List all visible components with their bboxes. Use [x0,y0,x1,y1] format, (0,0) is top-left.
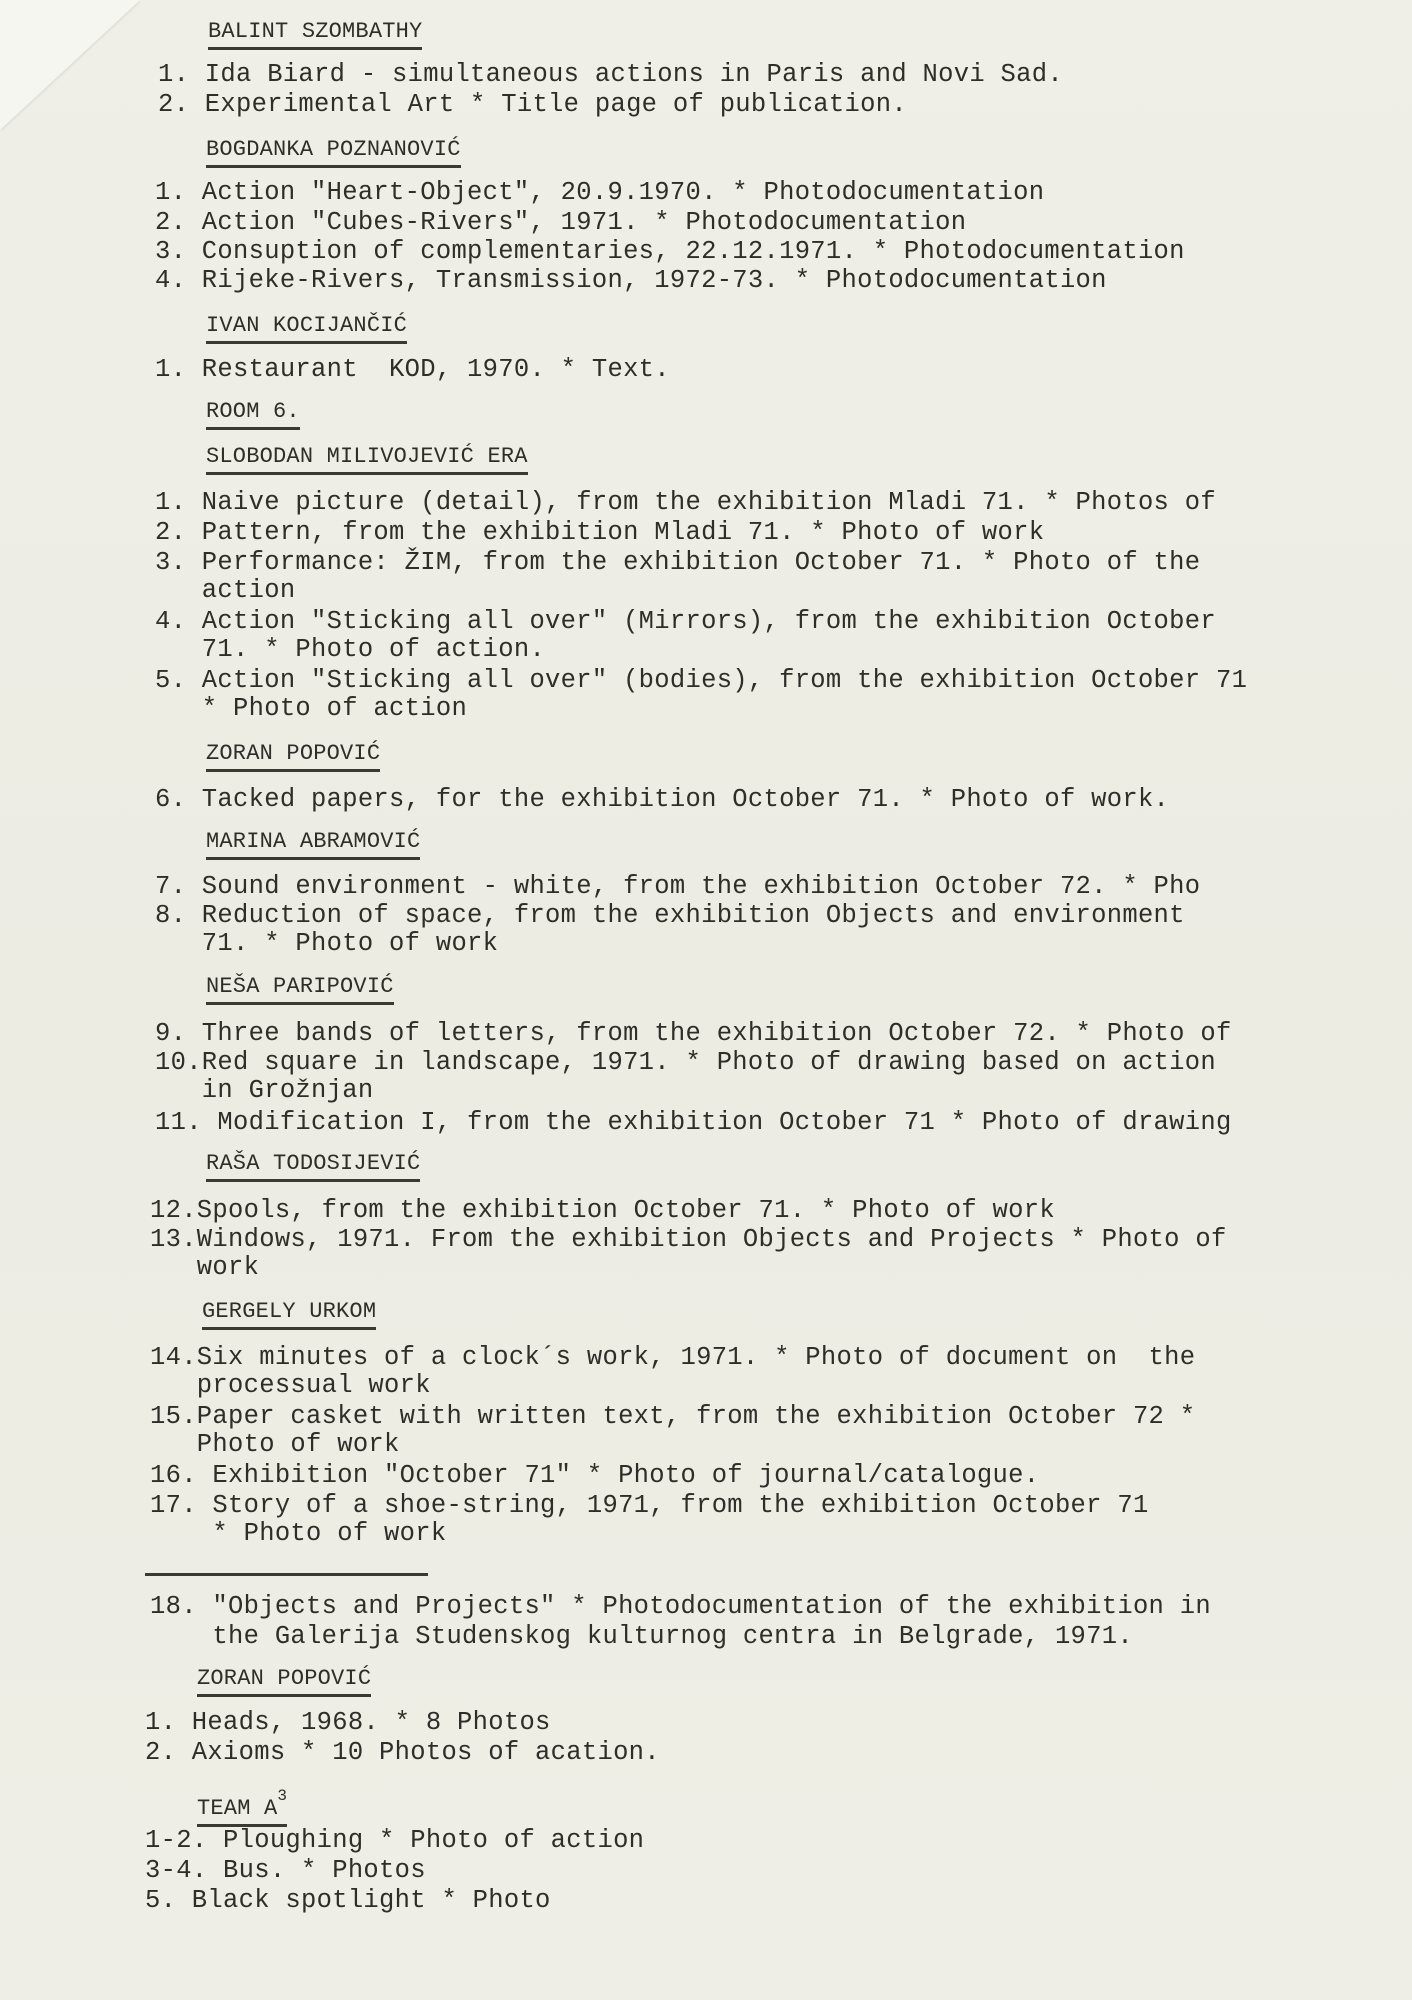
list-item: 3-4. Bus. * Photos [145,1856,426,1885]
list-item: 1. Heads, 1968. * 8 Photos [145,1708,551,1737]
room-heading: ROOM 6. [206,398,300,430]
list-item: 17. Story of a shoe-string, 1971, from the exhibition October 71 [150,1491,1149,1520]
list-item: 2. Axioms * 10 Photos of acation. [145,1738,660,1767]
section-heading: GERGELY URKOM [202,1298,376,1330]
list-item: 7. Sound environment - white, from the exhibition October 72. * Pho [155,872,1201,901]
section-heading: SLOBODAN MILIVOJEVIĆ ERA [206,443,528,475]
list-item: 71. * Photo of action. [155,635,546,664]
list-item: 1. Naive picture (detail), from the exhibition Mladi 71. * Photos of [155,488,1216,517]
list-item: work [150,1253,260,1282]
section-heading: BALINT SZOMBATHY [208,18,422,50]
list-item: 5. Action "Sticking all over" (bodies), from the exhibition October 71 [155,666,1248,695]
list-item: Photo of work [150,1430,400,1459]
list-item: 5. Black spotlight * Photo [145,1886,551,1915]
folded-corner [0,0,140,130]
list-item: in Grožnjan [155,1076,374,1105]
list-item: 2. Action "Cubes-Rivers", 1971. * Photodocumentation [155,208,967,237]
list-item: 14.Six minutes of a clock´s work, 1971. * Photo of document on the [150,1343,1196,1372]
list-item: 1. Restaurant KOD, 1970. * Text. [155,355,670,384]
team-name: TEAM A [197,1796,278,1821]
list-item: processual work [150,1371,431,1400]
list-item: 16. Exhibition "October 71" * Photo of journal/catalogue. [150,1461,1040,1490]
superscript: 3 [277,1787,288,1805]
list-item: 8. Reduction of space, from the exhibition Objects and environment [155,901,1185,930]
section-heading: IVAN KOCIJANČIĆ [206,312,407,344]
list-item: 10.Red square in landscape, 1971. * Photo of drawing based on action [155,1048,1216,1077]
list-item: * Photo of work [150,1519,447,1548]
list-item: 13.Windows, 1971. From the exhibition Objects and Projects * Photo of [150,1225,1227,1254]
list-item: 4. Action "Sticking all over" (Mirrors), from the exhibition October [155,607,1216,636]
list-item: action [155,576,296,605]
section-heading: ZORAN POPOVIĆ [206,740,380,772]
list-item: 71. * Photo of work [155,929,499,958]
list-item: 1-2. Ploughing * Photo of action [145,1826,645,1855]
list-item: the Galerija Studenskog kulturnog centra in Belgrade, 1971. [150,1622,1133,1651]
list-item: 1. Action "Heart-Object", 20.9.1970. * Photodocumentation [155,178,1045,207]
section-heading [197,1782,287,1827]
list-item: 1. Ida Biard - simultaneous actions in Paris and Novi Sad. [158,60,1063,89]
list-item: * Photo of action [155,694,468,723]
list-item: 2. Experimental Art * Title page of publication. [158,90,907,119]
list-item: 4. Rijeke-Rivers, Transmission, 1972-73. * Photodocumentation [155,266,1107,295]
list-item: 9. Three bands of letters, from the exhibition October 72. * Photo of [155,1019,1232,1048]
section-heading: MARINA ABRAMOVIĆ [206,828,420,860]
section-heading: BOGDANKA POZNANOVIĆ [206,136,461,168]
list-item: 12.Spools, from the exhibition October 71. * Photo of work [150,1196,1055,1225]
list-item: 18. "Objects and Projects" * Photodocumentation of the exhibition in [150,1592,1211,1621]
section-heading: ZORAN POPOVIĆ [197,1665,371,1697]
separator-rule [145,1573,428,1576]
section-heading: RAŠA TODOSIJEVIĆ [206,1150,420,1182]
list-item: 3. Consuption of complementaries, 22.12.1971. * Photodocumentation [155,237,1185,266]
list-item: 3. Performance: ŽIM, from the exhibition October 71. * Photo of the [155,548,1201,577]
list-item: 15.Paper casket with written text, from the exhibition October 72 * [150,1402,1196,1431]
list-item: 6. Tacked papers, for the exhibition October 71. * Photo of work. [155,785,1170,814]
section-heading: NEŠA PARIPOVIĆ [206,973,394,1005]
list-item: 11. Modification I, from the exhibition October 71 * Photo of drawing [155,1108,1232,1137]
list-item: 2. Pattern, from the exhibition Mladi 71. * Photo of work [155,518,1045,547]
